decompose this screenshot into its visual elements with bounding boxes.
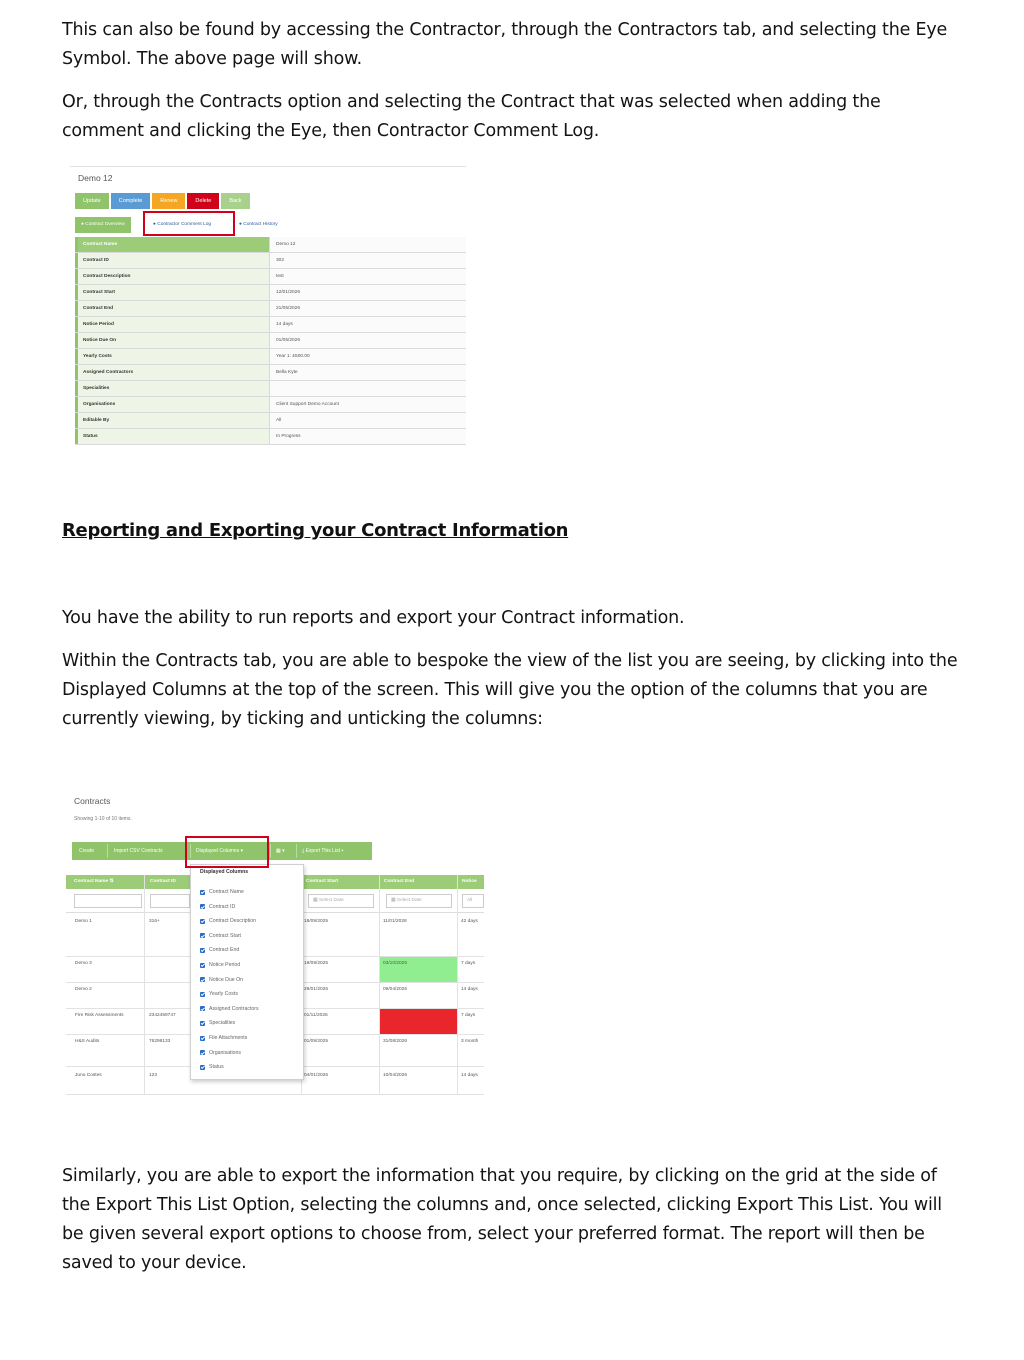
checkbox-checked-icon[interactable]: [200, 948, 205, 953]
column-option-label: Assigned Contractors: [209, 1005, 259, 1012]
row-label: Yearly Costs: [75, 349, 270, 364]
table-row: [75, 285, 466, 301]
row-label: Contract Description: [75, 269, 270, 284]
notice-filter[interactable]: All: [462, 894, 484, 908]
row-value: test: [270, 269, 466, 284]
checkbox-checked-icon[interactable]: [200, 992, 205, 997]
cell-name[interactable]: Demo 3: [75, 961, 92, 966]
cell-notice: 42 days: [461, 919, 478, 924]
cell-start: 04/01/2026: [304, 1073, 329, 1078]
cell-start: 01/11/2025: [304, 1013, 328, 1018]
table-row: [75, 381, 466, 397]
column-option-label: Notice Due On: [209, 976, 244, 983]
row-label: Status: [75, 429, 270, 444]
column-option-label: Organisations: [209, 1049, 242, 1056]
contracts-title: Contracts: [74, 796, 111, 806]
row-label: Editable By: [75, 413, 270, 428]
checkbox-checked-icon[interactable]: [200, 919, 205, 924]
column-divider: [144, 875, 145, 1095]
column-option[interactable]: [200, 945, 239, 955]
export-list-button[interactable]: ⤓ Export This List ▾: [302, 848, 344, 854]
column-option-label: File Attachments: [209, 1035, 248, 1041]
table-row: [75, 397, 466, 413]
row-value: 12/01/2026: [270, 285, 466, 300]
column-divider: [379, 875, 380, 1095]
tab-label: Contract History: [243, 222, 278, 227]
table-row: [75, 253, 466, 269]
row-value: 302: [270, 253, 466, 268]
intro-paragraph: This can also be found by accessing the Contractor, through the Contractors tab, and selecting the Eye Symbol. The above page will show.: [62, 20, 948, 69]
action-buttons: [75, 193, 250, 209]
date-placeholder: Select Date: [318, 898, 344, 903]
table-row: [75, 301, 466, 317]
checkbox-checked-icon[interactable]: [200, 963, 205, 968]
date-placeholder: Select Date: [396, 898, 422, 903]
displayed-columns-dropdown: [190, 864, 304, 1080]
export-paragraph: Similarly, you are able to export the information that you require, by clicking on the grid at the side of the Export This List Option, selecting the columns and, once selected, clicking Export This List. You will be given several export options to choose from, select your preferred format. The report will then be saved to your device.: [62, 1166, 942, 1273]
checkbox-checked-icon[interactable]: [200, 1036, 205, 1041]
cell-id: 123: [149, 1073, 158, 1078]
column-header-contract-name[interactable]: Contract Name ⇅: [74, 879, 114, 884]
row-label: Notice Period: [75, 317, 270, 332]
contract-title: Demo 12: [78, 173, 113, 183]
detail-tabs: [75, 213, 466, 235]
cell-name[interactable]: Fire Risk Assessments: [75, 1013, 124, 1018]
row-value: In Progress: [270, 429, 466, 444]
column-option-label: Yearly Costs: [209, 991, 238, 998]
name-filter-input[interactable]: [74, 894, 142, 908]
column-header-contract-start[interactable]: Contract Start: [306, 879, 338, 884]
column-option[interactable]: [200, 887, 244, 897]
row-value: Bella Kyte: [270, 365, 466, 380]
row-label: Contract Start: [75, 285, 270, 300]
column-option-label: Specialities: [209, 1020, 236, 1027]
highlighted-cell-green: [380, 956, 457, 982]
section-heading: Reporting and Exporting your Contract Information: [62, 520, 569, 541]
row-label: Organisations: [75, 397, 270, 412]
cell-notice: 3 month: [461, 1039, 479, 1044]
cell-end: 10/04/2026: [383, 1073, 408, 1078]
import-csv-button[interactable]: Import CSV Contracts: [114, 848, 163, 854]
checkbox-checked-icon[interactable]: [200, 890, 205, 895]
cell-start: 29/01/2026: [304, 987, 329, 992]
delete-button[interactable]: Delete: [187, 193, 219, 209]
row-value: All: [270, 413, 466, 428]
column-option-label: Contract Start: [209, 932, 242, 939]
cell-id: 2342459747: [149, 1013, 176, 1018]
table-row: [75, 349, 466, 365]
column-divider: [457, 875, 458, 1095]
row-value: [270, 381, 466, 396]
checkbox-checked-icon[interactable]: [200, 1050, 205, 1055]
reports-paragraph: You have the ability to run reports and export your Contract information.: [62, 608, 685, 628]
create-button[interactable]: Create: [79, 848, 95, 854]
row-value: Demo 12: [270, 237, 466, 252]
cell-name[interactable]: Juno Costes: [75, 1073, 102, 1078]
table-row: [75, 317, 466, 333]
showing-count: Showing 1-10 of 10 items.: [74, 816, 132, 822]
contracts-list-screenshot: [64, 786, 484, 1098]
column-option-label: Contract Name: [209, 889, 244, 895]
renew-button[interactable]: Renew: [152, 193, 185, 209]
row-divider: [66, 1094, 484, 1095]
column-option[interactable]: [200, 1018, 235, 1028]
cell-name[interactable]: Demo 1: [75, 919, 92, 924]
contract-detail-table: [75, 237, 466, 445]
row-value: Client Support Demo Account: [270, 397, 466, 412]
cell-id: 76298133: [149, 1039, 171, 1044]
table-row: [75, 333, 466, 349]
column-option[interactable]: [200, 989, 238, 999]
row-label: Contract Name: [75, 237, 270, 252]
displayed-columns-paragraph: Within the Contracts tab, you are able to bespoke the view of the list you are seeing, by clicking into the Displayed Columns at the top of the screen. This will give you the option of the columns that you are currently viewing, by ticking and unticking the columns:: [62, 651, 958, 729]
cell-start: 19/09/2025: [304, 961, 329, 966]
dropdown-title: Displayed Columns: [200, 869, 249, 875]
complete-button[interactable]: Complete: [111, 193, 151, 209]
checkbox-checked-icon[interactable]: [200, 1065, 205, 1070]
start-date-filter[interactable]: ▦ Select Date: [308, 894, 374, 908]
cell-notice: 14 days: [461, 987, 478, 992]
tab-label: Contract Overview: [85, 222, 125, 227]
row-value: Year 1: £500.00: [270, 349, 466, 364]
row-label: Contract ID: [75, 253, 270, 268]
row-label: Assigned Contractors: [75, 365, 270, 380]
column-option[interactable]: [200, 975, 243, 985]
column-option-label: Contract Description: [209, 918, 256, 925]
tab-label: Contractor Comment Log: [157, 222, 212, 227]
row-label: Specialities: [75, 381, 270, 396]
cell-end: 09/04/2026: [383, 987, 408, 992]
update-button[interactable]: Update: [75, 193, 109, 209]
column-option-label: Notice Period: [209, 962, 241, 968]
cell-id: 316+: [149, 919, 160, 924]
tab-contract-history[interactable]: ● Contract History: [233, 217, 284, 233]
row-label: Contract End: [75, 301, 270, 316]
tab-contractor-comment-log[interactable]: ● Contractor Comment Log: [147, 217, 217, 233]
column-header-notice[interactable]: Notice: [462, 879, 477, 884]
table-row: [75, 269, 466, 285]
column-header-contract-id[interactable]: Contract ID: [150, 879, 176, 884]
checkbox-checked-icon[interactable]: [200, 904, 205, 909]
id-filter-input[interactable]: [150, 894, 190, 908]
column-option-label: Contract End: [209, 947, 240, 954]
column-option[interactable]: [200, 1048, 241, 1058]
cell-start: 18/09/2025: [304, 919, 329, 924]
displayed-columns-button[interactable]: Displayed Columns ▾: [196, 848, 243, 854]
column-option-label: Status: [209, 1064, 224, 1071]
highlighted-cell-red: [380, 1008, 457, 1034]
highlight-box: [185, 836, 269, 868]
cell-name[interactable]: H&S Audits: [75, 1039, 100, 1044]
cell-end: 31/08/2026: [383, 1039, 408, 1044]
back-button[interactable]: Back: [221, 193, 249, 209]
row-value: 21/05/2026: [270, 301, 466, 316]
column-option[interactable]: [200, 916, 256, 926]
column-header-contract-end[interactable]: Contract End: [384, 879, 415, 884]
column-option[interactable]: [200, 902, 235, 912]
row-value: 14 days: [270, 317, 466, 332]
cell-end: 11/01/2028: [383, 919, 407, 924]
column-option[interactable]: [200, 960, 240, 970]
cell-notice: 7 days: [461, 1013, 476, 1018]
contract-detail-screenshot: [70, 166, 466, 448]
row-label: Notice Due On: [75, 333, 270, 348]
column-option[interactable]: [200, 1004, 259, 1014]
column-option[interactable]: [200, 1062, 224, 1072]
column-option-label: Contract ID: [209, 903, 236, 910]
highlight-box: [143, 211, 235, 236]
contracts-paragraph: Or, through the Contracts option and selecting the Contract that was selected when adding the comment and clicking the Eye, then Contractor Comment Log.: [62, 92, 881, 141]
end-date-filter[interactable]: ▦ Select Date: [386, 894, 452, 908]
table-row: [75, 413, 466, 429]
column-option[interactable]: [200, 1033, 247, 1043]
table-row: [75, 237, 466, 253]
cell-name[interactable]: Demo 2: [75, 987, 92, 992]
column-option[interactable]: [200, 931, 241, 941]
cell-end: 03/10/2025: [383, 961, 408, 966]
cell-start: 01/09/2025: [304, 1039, 329, 1044]
toolbar-divider: [107, 844, 108, 858]
checkbox-checked-icon[interactable]: [200, 977, 205, 982]
tab-contract-overview[interactable]: ● Contract Overview: [75, 217, 131, 233]
checkbox-checked-icon[interactable]: [200, 1021, 205, 1026]
toolbar-divider: [296, 844, 297, 858]
checkbox-checked-icon[interactable]: [200, 1006, 205, 1011]
table-row: [75, 429, 466, 445]
cell-notice: 7 days: [461, 961, 476, 966]
row-value: 01/05/2026: [270, 333, 466, 348]
export-grid-icon[interactable]: ▦ ▾: [276, 848, 285, 854]
toolbar-divider: [270, 844, 271, 858]
table-row: [75, 365, 466, 381]
cell-notice: 14 days: [461, 1073, 478, 1078]
checkbox-checked-icon[interactable]: [200, 933, 205, 938]
